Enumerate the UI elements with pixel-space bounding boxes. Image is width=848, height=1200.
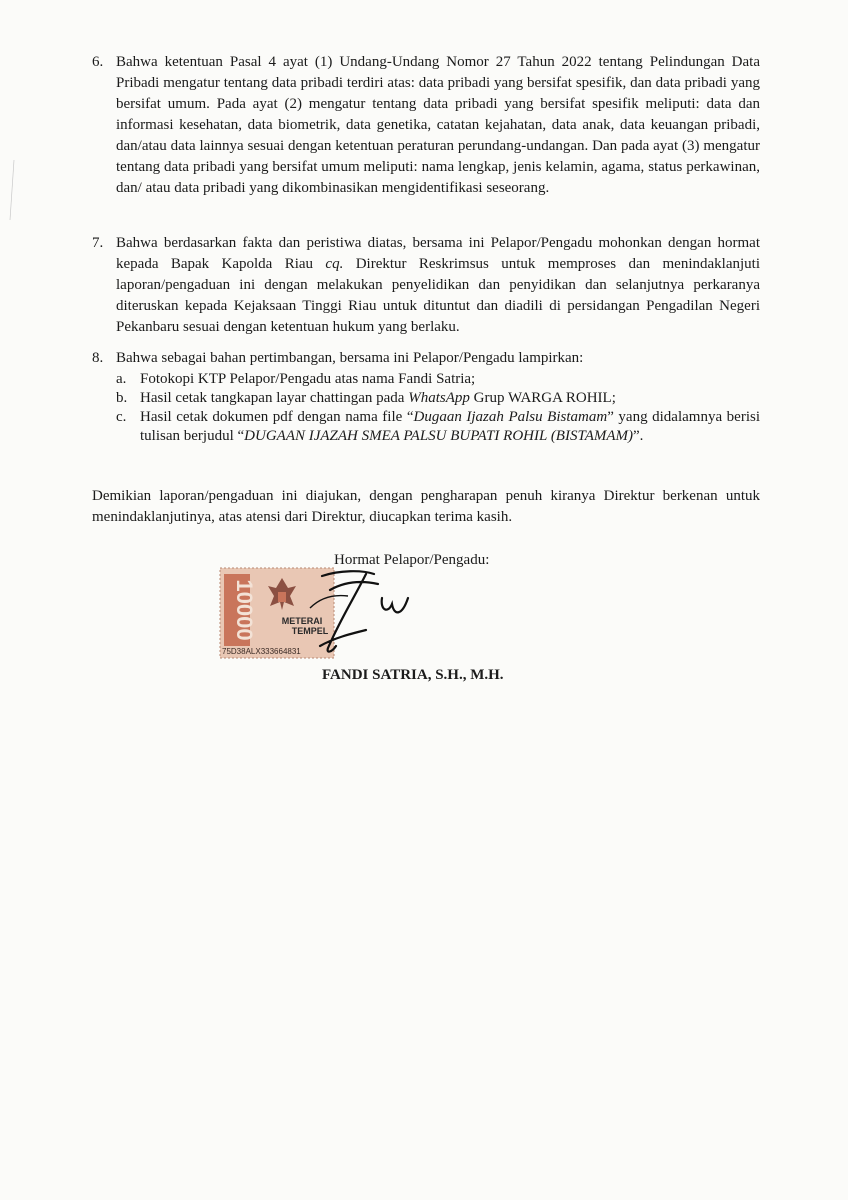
signatory-name: FANDI SATRIA, S.H., M.H. bbox=[322, 667, 504, 683]
signature-heading: Hormat Pelapor/Pengadu: bbox=[334, 552, 490, 568]
point-8-number: 8. bbox=[92, 350, 104, 366]
point-6 bbox=[92, 52, 760, 199]
attachment-b-text: Hasil cetak tangkapan layar chattingan pada WhatsApp Grup WARGA ROHIL; bbox=[140, 390, 616, 406]
point-7-text: Bahwa berdasarkan fakta dan peristiwa diatas, bersama ini Pelapor/Pengadu mohonkan dengan hormat kepada Bapak Kapolda Riau cq. Direktur Reskrimsus untuk memproses dan menindaklanjuti laporan/pengaduan ini dengan melakukan penyelidikan dan penyidikan dan selanjutnya perkaranya diteruskan kepada Kejaksaan Tinggi Riau untuk dituntut dan diadili di persidangan Pengadilan Negeri Pekanbaru sesuai dengan ketentuan hukum yang berlaku. bbox=[116, 235, 760, 335]
point-7 bbox=[92, 233, 760, 338]
stamp-label-2: TEMPEL bbox=[291, 626, 329, 636]
margin-mark bbox=[8, 160, 16, 220]
attachment-b: b. Hasil cetak tangkapan layar chattingan pada WhatsApp Grup WARGA ROHIL; bbox=[116, 389, 760, 408]
point-8 bbox=[92, 348, 760, 369]
stamp-label-1: METERAI bbox=[281, 616, 323, 626]
stamp-serial: 75D38ALX333664831 bbox=[222, 647, 301, 656]
point-6-text: Bahwa ketentuan Pasal 4 ayat (1) Undang-Undang Nomor 27 Tahun 2022 tentang Pelindungan Data Pribadi mengatur tentang data pribadi terdiri atas: data pribadi yang bersifat spesifik, dan data pribadi yang bersifat umum. Pada ayat (2) mengatur tentang data pribadi yang bersifat spesifik meliputi: data dan informasi kesehatan, data biometrik, data genetika, catatan kejahatan, data anak, data keuangan pribadi, dan/atau data lainnya sesuai dengan ketentuan peraturan perundang-undangan. Dan pada ayat (3) mengatur tentang data pribadi yang bersifat umum meliputi: nama lengkap, jenis kelamin, agama, status perkawinan, dan/ atau data pribadi yang dikombinasikan mengidentifikasi seseorang. bbox=[116, 54, 760, 196]
point-8-text: Bahwa sebagai bahan pertimbangan, bersama ini Pelapor/Pengadu lampirkan: bbox=[116, 350, 584, 366]
attachment-a: a. Fotokopi KTP Pelapor/Pengadu atas nama Fandi Satria; bbox=[116, 370, 760, 389]
attachment-c-text: Hasil cetak dokumen pdf dengan nama file “Dugaan Ijazah Palsu Bistamam” yang didalamnya berisi tulisan berjudul “DUGAAN IJAZAH SMEA PALSU BUPATI ROHIL (BISTAMAM)”. bbox=[140, 409, 760, 444]
point-6-number: 6. bbox=[92, 54, 104, 70]
handwritten-signature bbox=[270, 568, 430, 660]
closing-paragraph: Demikian laporan/pengaduan ini diajukan, dengan pengharapan penuh kiranya Direktur berkenan untuk menindaklanjutinya, atas atensi dari Direktur, diucapkan terima kasih. bbox=[92, 488, 760, 525]
attachment-c: c. Hasil cetak dokumen pdf dengan nama file “Dugaan Ijazah Palsu Bistamam” yang didalamnya berisi tulisan berjudul “DUGAAN IJAZAH SMEA PALSU BUPATI ROHIL (BISTAMAM)”. bbox=[116, 409, 760, 444]
attachment-a-text: Fotokopi KTP Pelapor/Pengadu atas nama Fandi Satria; bbox=[140, 371, 476, 387]
point-7-number: 7. bbox=[92, 235, 104, 251]
stamp-value: 10000 bbox=[232, 579, 257, 641]
